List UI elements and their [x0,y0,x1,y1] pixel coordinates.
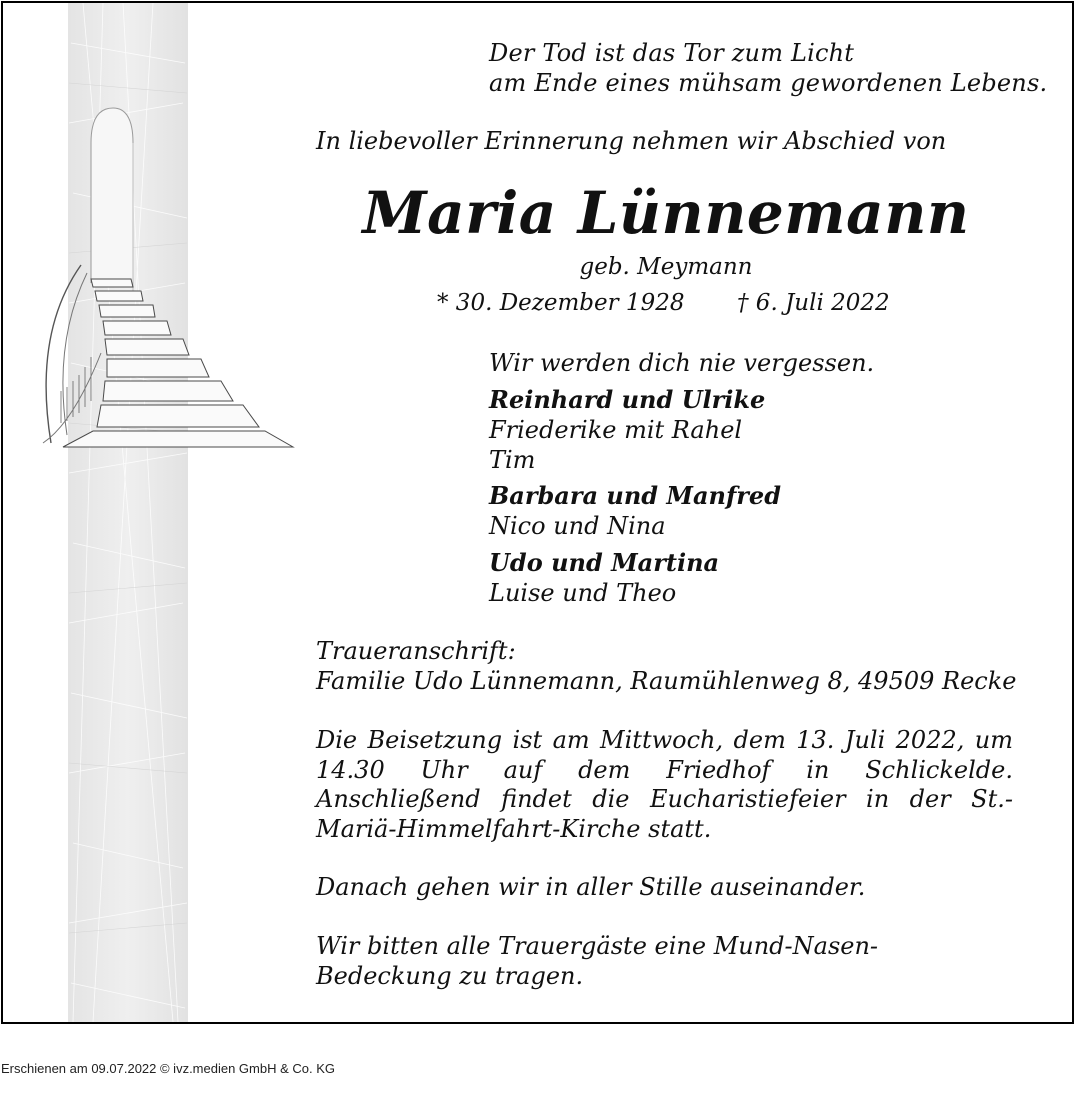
birth-date: * 30. Dezember 1928 [437,290,685,316]
mourning-address: Familie Udo Lünnemann, Raumühlenweg 8, 49509 Recke [316,667,1017,695]
family-head: Reinhard und Ulrike [489,385,766,414]
motto-line-1: Der Tod ist das Tor zum Licht [489,39,855,67]
motto-line-2: am Ende eines mühsam gewordenen Lebens. [489,69,1048,97]
intro-text: In liebevoller Erinnerung nehmen wir Abschied von [316,127,947,155]
funeral-details: Die Beisetzung ist am Mittwoch, dem 13. Juli 2022, um 14.30 Uhr auf dem Friedhof in Schlickelde. Anschließend findet die Eucharistiefeier in der St.-Mariä-Himmelfahrt-Kirche statt. [316,726,1013,843]
farewell-text: Wir werden dich nie vergessen. [489,349,875,377]
mask-request: Wir bitten alle Trauergäste eine Mund-Nasen-Bedeckung zu tragen. [316,932,879,990]
family-member: Luise und Theo [489,579,677,607]
death-date: † 6. Juli 2022 [737,290,890,316]
family-head: Udo und Martina [489,548,720,577]
staircase-illustration-icon [3,3,303,1022]
maiden-name: geb. Meymann [579,254,753,280]
family-head: Barbara und Manfred [489,481,781,510]
address-label: Traueranschrift: [316,637,516,665]
silence-note: Danach gehen wir in aller Stille auseinander. [316,873,866,901]
family-member: Friederike mit Rahel [489,416,743,444]
obituary-notice [1,1,1074,1024]
publication-footer: Erschienen am 09.07.2022 © ivz.medien GmbH & Co. KG [1,1061,336,1076]
deceased-name: Maria Lünnemann [362,179,970,247]
family-member: Tim [489,446,536,474]
family-member: Nico und Nina [489,512,666,540]
